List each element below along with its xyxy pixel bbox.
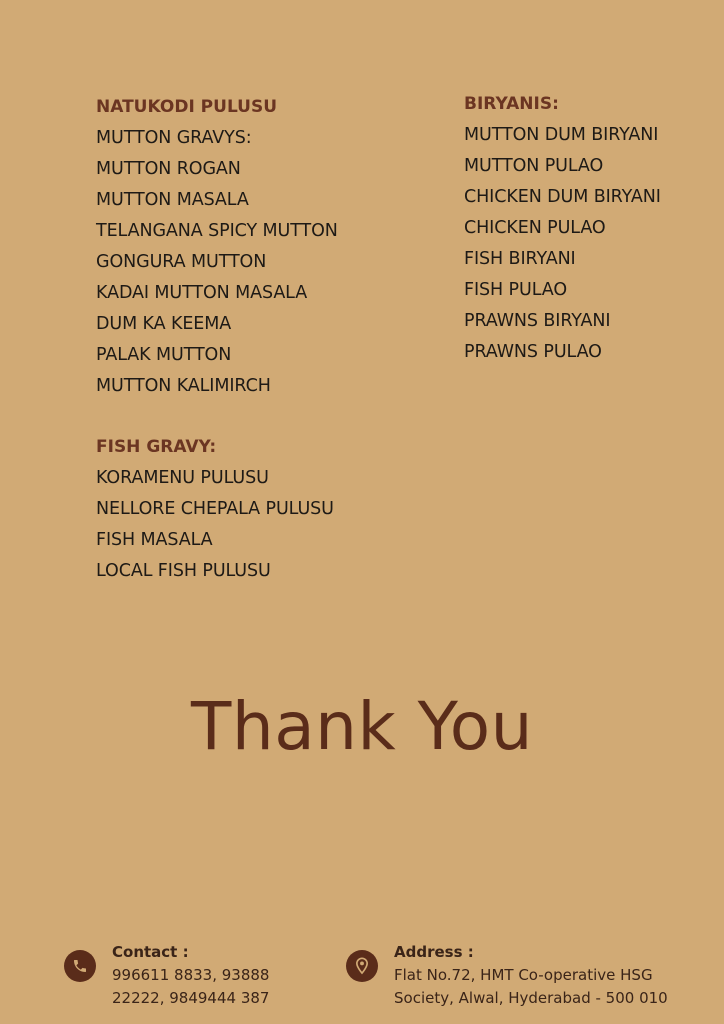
menu-item: MUTTON DUM BIRYANI [464, 125, 659, 145]
menu-item: FISH BIRYANI [464, 249, 576, 269]
menu-item: CHICKEN PULAO [464, 218, 606, 238]
section-heading-biryanis: BIRYANIS: [464, 94, 559, 114]
address-line: Society, Alwal, Hyderabad - 500 010 [394, 989, 668, 1007]
contact-text [112, 942, 269, 1010]
fish-gravy-list [96, 463, 426, 587]
menu-item: TELANGANA SPICY MUTTON [96, 221, 338, 241]
contact-phone-line: 996611 8833, 93888 [112, 966, 270, 984]
menu-item: MUTTON KALIMIRCH [96, 376, 271, 396]
menu-item: KORAMENU PULUSU [96, 468, 269, 488]
menu-item: KADAI MUTTON MASALA [96, 283, 308, 303]
menu-item: MUTTON MASALA [96, 190, 249, 210]
menu-item: MUTTON GRAVYS: [96, 128, 252, 148]
menu-item: PALAK MUTTON [96, 345, 232, 365]
thank-you-heading: Thank You [191, 688, 533, 765]
location-pin-icon[interactable] [346, 950, 378, 982]
mutton-gravy-list [96, 123, 426, 402]
menu-item: DUM KA KEEMA [96, 314, 232, 334]
section-spacer [96, 402, 426, 436]
biryani-list [464, 120, 714, 368]
contact-phone-line: 22222, 9849444 387 [112, 989, 270, 1007]
address-line: Flat No.72, HMT Co-operative HSG [394, 966, 653, 984]
section-heading-fish-gravy: FISH GRAVY: [96, 437, 217, 457]
menu-item: PRAWNS BIRYANI [464, 311, 611, 331]
left-menu-column [96, 96, 426, 587]
section-heading-natukodi-pulusu: NATUKODI PULUSU [96, 97, 278, 117]
menu-item: LOCAL FISH PULUSU [96, 561, 271, 581]
address-text [394, 942, 668, 1010]
right-menu-column [464, 93, 714, 368]
menu-item: MUTTON PULAO [464, 156, 604, 176]
menu-item: FISH MASALA [96, 530, 213, 550]
address-label: Address : [394, 943, 474, 961]
menu-item: NELLORE CHEPALA PULUSU [96, 499, 334, 519]
menu-item: PRAWNS PULAO [464, 342, 602, 362]
menu-item: GONGURA MUTTON [96, 252, 267, 272]
menu-item: CHICKEN DUM BIRYANI [464, 187, 661, 207]
contact-label: Contact : [112, 943, 189, 961]
menu-item: FISH PULAO [464, 280, 568, 300]
menu-item: MUTTON ROGAN [96, 159, 241, 179]
phone-icon[interactable] [64, 950, 96, 982]
